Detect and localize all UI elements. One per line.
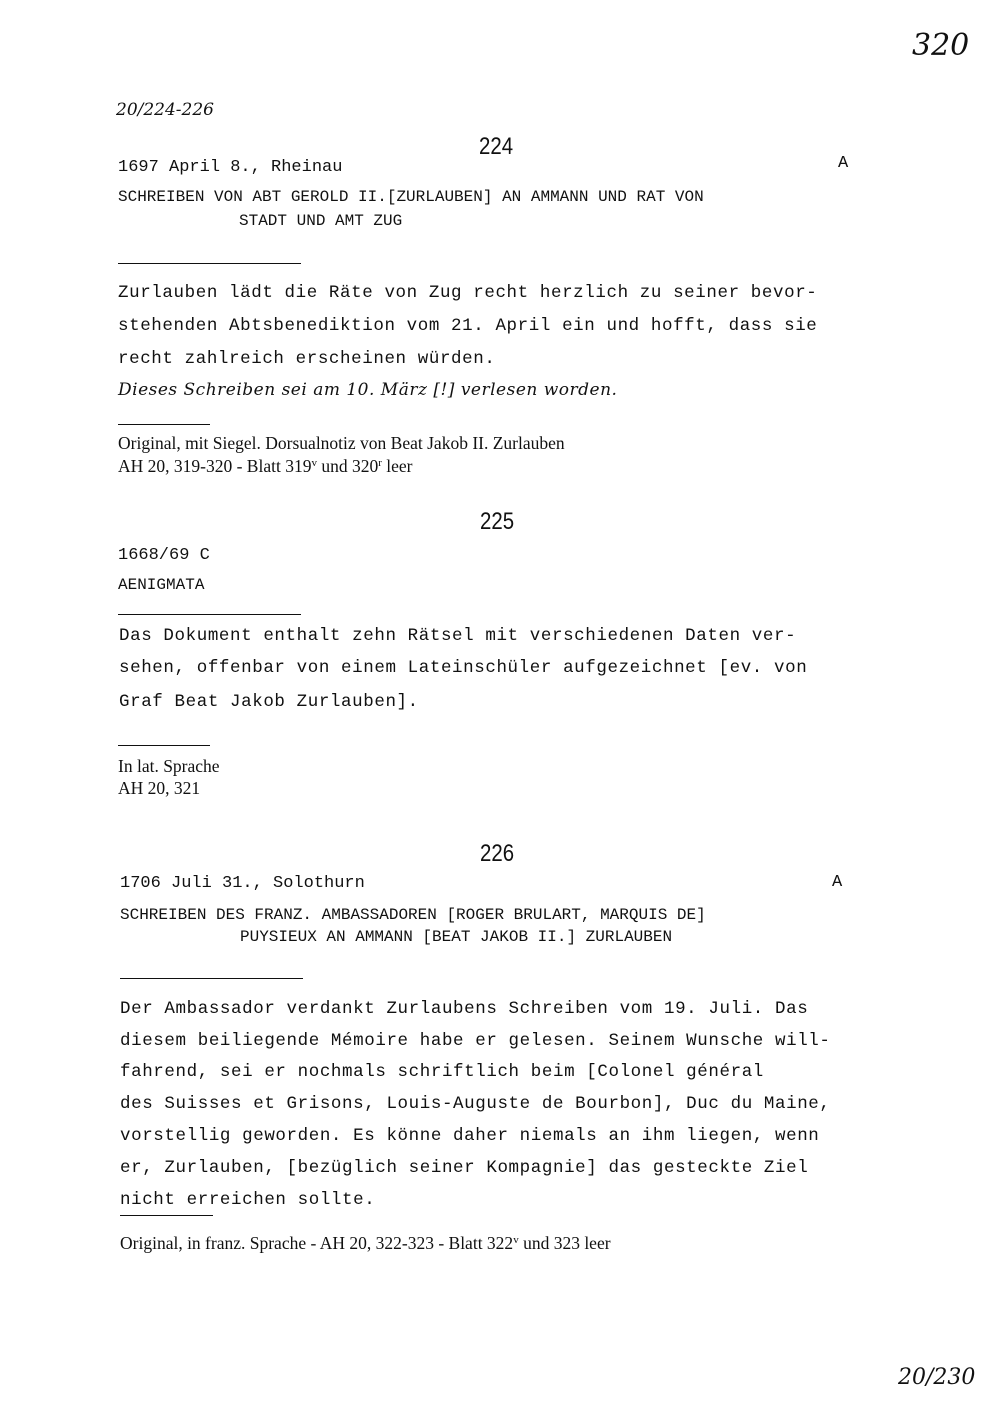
entry-226-summary-line3: fahrend, sei er nochmals schriftlich beim [Colonel général [120, 1062, 764, 1082]
entry-225-source-line2: AH 20, 321 [118, 778, 201, 798]
separator-rule [118, 745, 210, 746]
entry-224-title-line2: STADT UND AMT ZUG [239, 212, 403, 230]
source-text: Original, in franz. Sprache - AH 20, 322-323 - Blatt 322 [120, 1233, 514, 1253]
entry-224-handwritten-note: Dieses Schreiben sei am 10. März [!] verlesen worden. [118, 380, 618, 400]
entry-226-title-line1: SCHREIBEN DES FRANZ. AMBASSADOREN [ROGER BRULART, MARQUIS DE] [120, 906, 706, 924]
source-text: und 320 [316, 456, 379, 476]
separator-rule [120, 978, 303, 979]
entry-224-date-place: 1697 April 8., Rheinau [118, 158, 343, 177]
entry-number-226: 226 [480, 840, 515, 867]
folio-recto-mark: r [378, 457, 382, 469]
entry-226-summary-line6: er, Zurlauben, [bezüglich seiner Kompagnie] das gesteckte Ziel [120, 1158, 809, 1178]
folio-verso-mark: v [311, 457, 317, 469]
archive-folio-mark-handwritten: 20/230 [898, 1365, 976, 1390]
separator-rule [118, 424, 210, 425]
source-text: AH 20, 319-320 - Blatt 319 [118, 456, 312, 476]
collection-reference: 20/224-226 [116, 100, 214, 120]
entry-224-summary-line3: recht zahlreich erscheinen würden. [118, 349, 496, 369]
page-number-handwritten: 320 [912, 28, 970, 63]
entry-225-date: 1668/69 C [118, 546, 210, 565]
entry-224-summary-line2: stehenden Abtsbenediktion vom 21. April ein und hofft, dass sie [118, 316, 818, 336]
separator-rule [120, 1215, 213, 1216]
entry-225-source-line1: In lat. Sprache [118, 756, 220, 776]
entry-226-date-place: 1706 Juli 31., Solothurn [120, 874, 365, 893]
entry-226-summary-line7: nicht erreichen sollte. [120, 1190, 376, 1210]
entry-226-summary-line1: Der Ambassador verdankt Zurlaubens Schreiben vom 19. Juli. Das [120, 999, 809, 1019]
entry-226-source-line [120, 1233, 611, 1254]
entry-224-source-line1: Original, mit Siegel. Dorsualnotiz von Beat Jakob II. Zurlauben [118, 433, 565, 453]
source-text: leer [381, 456, 413, 476]
entry-226-summary-line5: vorstellig geworden. Es könne daher niemals an ihm liegen, wenn [120, 1126, 820, 1146]
entry-224-source-line2 [118, 456, 413, 477]
entry-225-summary-line2: sehen, offenbar von einem Lateinschüler aufgezeichnet [ev. von [119, 658, 808, 678]
separator-rule [118, 614, 301, 615]
entry-224-summary-line1: Zurlauben lädt die Räte von Zug recht herzlich zu seiner bevor- [118, 283, 818, 303]
entry-number-225: 225 [480, 508, 515, 535]
entry-225-title: AENIGMATA [118, 576, 205, 594]
entry-224-type-marker: A [838, 154, 849, 173]
entry-226-title-line2: PUYSIEUX AN AMMANN [BEAT JAKOB II.] ZURLAUBEN [240, 928, 673, 946]
entry-226-summary-line2: diesem beiliegende Mémoire habe er gelesen. Seinem Wunsche will- [120, 1031, 831, 1051]
folio-verso-mark: v [513, 1234, 519, 1246]
separator-rule [118, 263, 301, 264]
entry-226-summary-line4: des Suisses et Grisons, Louis-Auguste de Bourbon], Duc du Maine, [120, 1094, 831, 1114]
source-text: und 323 leer [518, 1233, 611, 1253]
entry-224-title-line1: SCHREIBEN VON ABT GEROLD II.[ZURLAUBEN] AN AMMANN UND RAT VON [118, 188, 704, 206]
entry-226-type-marker: A [832, 873, 843, 892]
entry-225-summary-line3: Graf Beat Jakob Zurlauben]. [119, 692, 419, 712]
entry-number-224: 224 [479, 133, 514, 160]
entry-225-summary-line1: Das Dokument enthalt zehn Rätsel mit verschiedenen Daten ver- [119, 626, 797, 646]
